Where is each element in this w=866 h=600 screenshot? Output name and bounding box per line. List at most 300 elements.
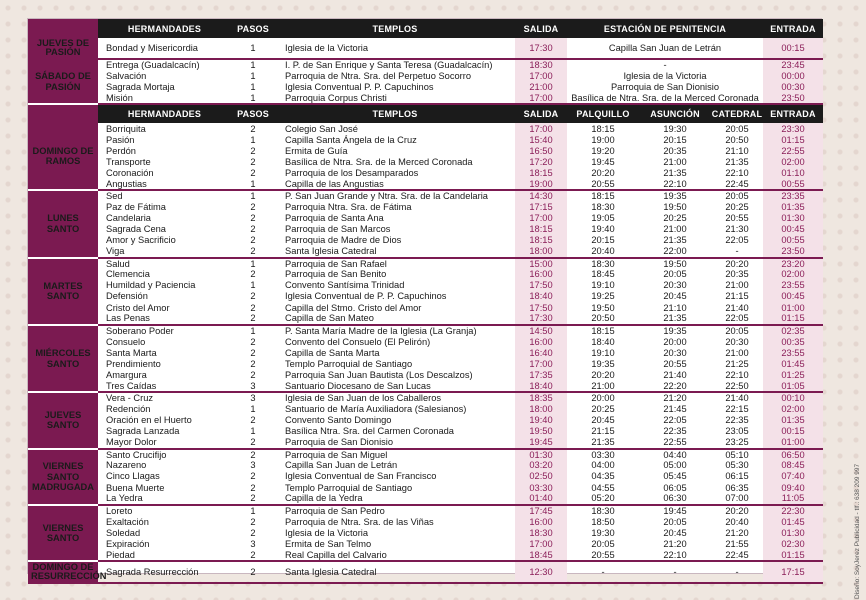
- hermandad-name: Entrega (Guadalcacín): [106, 60, 200, 70]
- hermandad-name: Borriquita: [106, 123, 146, 134]
- table-row: [28, 71, 823, 82]
- estacion-penitencia: Capilla San Juan de Letrán: [567, 38, 763, 59]
- catedral-time: 21:40: [725, 393, 749, 404]
- templo-name: Parroquia San Juan Bautista (Los Descalzos): [285, 369, 473, 380]
- entrada-time: 01:00: [763, 302, 823, 313]
- asuncion-time: 19:50: [663, 201, 687, 212]
- entrada-time: 01:30: [763, 528, 823, 539]
- templo-name: Ermita de San Telmo: [285, 538, 372, 549]
- pasos-count: 2: [250, 235, 256, 246]
- table-row: [28, 437, 823, 449]
- entrada-time: 11:05: [763, 493, 823, 505]
- hermandad-name: Mayor Dolor: [98, 437, 231, 449]
- templo-name: P. Santa María Madre de la Iglesia (La Granja): [285, 325, 477, 336]
- pasos-count: 2: [250, 145, 256, 156]
- pasos-count: 1: [231, 179, 275, 191]
- table-row: [28, 449, 823, 461]
- salida-time: 17:35: [515, 370, 567, 381]
- asuncion-time: 22:05: [663, 415, 687, 426]
- palquillo-time: 19:05: [591, 213, 615, 223]
- palquillo-time: 19:40: [591, 224, 615, 235]
- catedral-time: 20:05: [725, 123, 749, 134]
- asuncion-time: 20:45: [663, 527, 687, 538]
- palquillo-time: 19:50: [591, 302, 615, 313]
- pasos-count: 1: [250, 505, 256, 516]
- pasos-count: 1: [231, 93, 275, 105]
- salida-time: 17:50: [515, 280, 567, 291]
- pasos-count: 2: [250, 156, 256, 167]
- pasos-count: 3: [231, 381, 275, 393]
- palquillo-time: 05:20: [567, 493, 639, 505]
- palquillo-time: 20:55: [567, 550, 639, 562]
- salida-time: 19:40: [515, 415, 567, 426]
- templo-name: Santa Iglesia Catedral: [275, 561, 515, 583]
- salida-time: 18:45: [515, 550, 567, 562]
- catedral-time: -: [711, 561, 763, 583]
- table-row: [28, 516, 823, 527]
- hermandad-name: Coronación: [106, 167, 154, 178]
- pasos-count: 2: [250, 369, 256, 380]
- entrada-time: 01:45: [763, 516, 823, 527]
- table-row: [28, 460, 823, 471]
- pasos-count: 3: [250, 393, 256, 404]
- table-row: [28, 213, 823, 224]
- palquillo-time: 20:20: [591, 167, 615, 178]
- salida-time: 18:00: [515, 404, 567, 415]
- palquillo-time: 04:00: [591, 460, 615, 471]
- templo-name: Convento Santo Domingo: [285, 415, 392, 426]
- catedral-time: 23:25: [711, 437, 763, 449]
- entrada-time: 23:55: [763, 348, 823, 359]
- asuncion-time: 20:45: [663, 291, 687, 302]
- day-label: DOMINGO DE RESURRECCIÓN: [28, 561, 98, 583]
- catedral-time: 22:15: [725, 404, 749, 415]
- table-row: [28, 482, 823, 493]
- templo-name: Parroquia de Madre de Dios: [285, 235, 402, 246]
- table-row: [28, 348, 823, 359]
- entrada-time: 23:35: [763, 190, 823, 202]
- entrada-time: 23:55: [763, 280, 823, 291]
- templo-name: Convento del Consuelo (El Pelirón): [285, 336, 431, 347]
- entrada-time: 00:15: [763, 38, 823, 59]
- salida-time: 03:30: [515, 482, 567, 493]
- pasos-count: 2: [231, 550, 275, 562]
- entrada-time: 00:45: [763, 224, 823, 235]
- salida-time: 18:40: [515, 381, 567, 393]
- header-templos: TEMPLOS: [275, 104, 515, 123]
- table-row: [28, 471, 823, 482]
- pasos-count: 2: [250, 471, 256, 482]
- salida-time: 14:50: [515, 325, 567, 337]
- pasos-count: 2: [250, 336, 256, 347]
- asuncion-time: 22:00: [639, 246, 711, 258]
- salida-time: 15:00: [515, 258, 567, 270]
- pasos-count: 2: [250, 482, 256, 493]
- asuncion-time: 21:20: [663, 538, 687, 549]
- header-entrada: ENTRADA: [763, 104, 823, 123]
- hermandad-name: Paz de Fátima: [106, 201, 166, 212]
- pasos-count: 1: [250, 404, 256, 415]
- entrada-time: 00:55: [763, 235, 823, 246]
- catedral-time: 22:45: [711, 550, 763, 562]
- salida-time: 01:30: [515, 449, 567, 461]
- templo-name: Colegio San José: [285, 123, 358, 134]
- catedral-time: 21:00: [725, 347, 749, 358]
- palquillo-time: 20:45: [591, 415, 615, 426]
- hermandad-name: Candelaria: [106, 213, 151, 223]
- templo-name: Parroquia de San Marcos: [285, 224, 391, 235]
- pasos-count: 1: [250, 81, 256, 92]
- header-palquillo: PALQUILLO: [567, 104, 639, 123]
- hermandad-name: Sed: [106, 191, 123, 202]
- salida-time: 18:30: [515, 528, 567, 539]
- schedule-card: [27, 18, 861, 599]
- catedral-time: 20:20: [725, 505, 749, 516]
- hermandad-name: Tres Caídas: [98, 381, 231, 393]
- catedral-time: 20:55: [725, 213, 749, 223]
- asuncion-time: 21:20: [663, 393, 687, 404]
- catedral-time: 22:10: [725, 369, 749, 380]
- templo-name: Iglesia de la Victoria: [285, 527, 369, 538]
- hermandad-name: Cristo del Amor: [106, 302, 170, 313]
- catedral-time: 05:10: [725, 449, 749, 460]
- entrada-time: 01:45: [763, 359, 823, 370]
- salida-time: 19:45: [515, 437, 567, 449]
- asuncion-time: 21:35: [663, 167, 687, 178]
- entrada-time: 00:00: [763, 71, 823, 82]
- salida-time: 16:00: [515, 336, 567, 347]
- hermandad-name: Salud: [106, 258, 130, 269]
- pasos-count: 1: [231, 38, 275, 59]
- salida-time: 16:50: [515, 145, 567, 156]
- table-row: [28, 246, 823, 258]
- catedral-time: 21:25: [725, 358, 749, 369]
- entrada-time: 01:15: [763, 550, 823, 562]
- asuncion-time: 20:15: [663, 134, 687, 145]
- table-row: [28, 269, 823, 280]
- palquillo-time: 19:30: [591, 527, 615, 538]
- salida-time: 03:20: [515, 460, 567, 471]
- asuncion-time: 22:10: [639, 550, 711, 562]
- entrada-time: 09:40: [763, 482, 823, 493]
- hermandad-name: Sagrada Resurrección: [98, 561, 231, 583]
- catedral-time: 20:20: [725, 258, 749, 269]
- hermandad-name: Salvación: [106, 70, 147, 81]
- hermandad-name: Soberano Poder: [106, 325, 174, 336]
- asuncion-time: 04:40: [663, 449, 687, 460]
- palquillo-time: 19:35: [591, 358, 615, 369]
- salida-time: 17:00: [515, 359, 567, 370]
- asuncion-time: 19:35: [663, 325, 687, 336]
- day-label: LUNES SANTO: [28, 190, 98, 257]
- hermandad-name: Buena Muerte: [106, 482, 165, 493]
- pasos-count: 2: [231, 493, 275, 505]
- asuncion-time: 19:45: [663, 505, 687, 516]
- templo-name: Templo Parroquial de Santiago: [285, 358, 413, 369]
- templo-name: Parroquia Ntra. Sra. de Fátima: [285, 201, 412, 212]
- hermandad-name: Defensión: [106, 291, 148, 302]
- palquillo-time: 19:25: [591, 291, 615, 302]
- templo-name: Capilla Santa Ángela de la Cruz: [285, 134, 417, 145]
- table-row: [28, 235, 823, 246]
- salida-time: 14:30: [515, 190, 567, 202]
- header-pasos: PASOS: [231, 104, 275, 123]
- hermandad-name: Amargura: [106, 369, 147, 380]
- hermandad-name: Consuelo: [106, 336, 146, 347]
- table-row: [28, 359, 823, 370]
- asuncion-time: 20:00: [663, 336, 687, 347]
- pasos-count: 2: [250, 213, 256, 223]
- estacion-penitencia: Iglesia de la Victoria: [623, 70, 707, 81]
- pasos-count: 1: [250, 280, 256, 291]
- pasos-count: 2: [250, 302, 256, 313]
- hermandad-name: Sagrada Mortaja: [106, 81, 175, 92]
- hermandad-name: Redención: [106, 404, 151, 415]
- templo-name: Capilla de Santa Marta: [285, 347, 380, 358]
- hermandad-name: Piedad: [98, 550, 231, 562]
- table-row: [28, 336, 823, 347]
- asuncion-time: 21:45: [663, 404, 687, 415]
- entrada-time: 02:00: [763, 269, 823, 280]
- templo-name: Parroquia de San Dionisio: [275, 437, 515, 449]
- templo-name: Santuario de María Auxiliadora (Salesianos): [285, 404, 467, 415]
- palquillo-time: 20:15: [591, 235, 615, 246]
- entrada-time: 01:00: [763, 437, 823, 449]
- entrada-time: 00:10: [763, 392, 823, 404]
- salida-time: 19:00: [515, 179, 567, 191]
- catedral-time: 20:40: [725, 516, 749, 527]
- salida-time: 17:50: [515, 302, 567, 313]
- templo-name: Iglesia Conventual de San Francisco: [285, 471, 437, 482]
- templo-name: Parroquia de San Pedro: [285, 505, 385, 516]
- salida-time: 01:40: [515, 493, 567, 505]
- salida-time: 12:30: [515, 561, 567, 583]
- templo-name: Templo Parroquial de Santiago: [285, 482, 413, 493]
- hermandad-name: Humildad y Paciencia: [106, 280, 196, 291]
- entrada-time: 02:30: [763, 539, 823, 550]
- salida-time: 18:30: [515, 59, 567, 71]
- palquillo-time: 18:15: [591, 325, 615, 336]
- hermandad-name: La Yedra: [98, 493, 231, 505]
- catedral-time: 20:30: [725, 336, 749, 347]
- pasos-count: 1: [250, 426, 256, 437]
- table-row: [28, 550, 823, 562]
- hermandad-name: Expiración: [106, 538, 150, 549]
- estacion-penitencia: Basílica de Ntra. Sra. de la Merced Coronada: [567, 93, 763, 105]
- catedral-time: 22:10: [725, 167, 749, 178]
- catedral-time: 21:20: [725, 527, 749, 538]
- table-row: [28, 190, 823, 202]
- pasos-count: 1: [250, 60, 256, 70]
- palquillo-time: 20:55: [567, 179, 639, 191]
- header-asuncion: ASUNCIÓN: [639, 104, 711, 123]
- entrada-time: 01:35: [763, 415, 823, 426]
- day-label: JUEVES SANTO: [28, 392, 98, 448]
- salida-time: 17:00: [515, 93, 567, 105]
- asuncion-time: 19:35: [663, 191, 687, 202]
- header-salida: SALIDA: [515, 19, 567, 38]
- asuncion-time: -: [639, 561, 711, 583]
- templo-name: Basílica Ntra. Sra. del Carmen Coronada: [285, 426, 454, 437]
- entrada-time: 22:55: [763, 145, 823, 156]
- catedral-time: 21:15: [725, 291, 749, 302]
- templo-name: Iglesia de la Victoria: [275, 38, 515, 59]
- palquillo-time: 21:15: [591, 426, 615, 437]
- pasos-count: 1: [250, 191, 256, 202]
- hermandad-name: Santo Crucifijo: [106, 449, 167, 460]
- table-row: [28, 325, 823, 337]
- palquillo-time: 21:00: [567, 381, 639, 393]
- salida-time: 16:00: [515, 516, 567, 527]
- header-row-2: [28, 104, 823, 123]
- catedral-time: 22:05: [711, 313, 763, 325]
- salida-time: 17:30: [515, 38, 567, 59]
- pasos-count: 2: [250, 291, 256, 302]
- salida-time: 21:00: [515, 82, 567, 93]
- entrada-time: 23:45: [763, 59, 823, 71]
- asuncion-time: 20:30: [663, 280, 687, 291]
- entrada-time: 00:15: [763, 426, 823, 437]
- pasos-count: 2: [250, 123, 256, 134]
- salida-time: 18:15: [515, 224, 567, 235]
- entrada-time: 07:40: [763, 471, 823, 482]
- catedral-time: 21:30: [725, 224, 749, 235]
- salida-time: 15:40: [515, 134, 567, 145]
- catedral-time: 22:50: [711, 381, 763, 393]
- templo-name: Capilla de la Yedra: [275, 493, 515, 505]
- asuncion-time: 06:05: [663, 482, 687, 493]
- table-row: [28, 404, 823, 415]
- templo-name: Iglesia Conventual de P. P. Capuchinos: [285, 291, 447, 302]
- catedral-time: 21:10: [725, 145, 749, 156]
- table-row: [28, 291, 823, 302]
- asuncion-time: 22:20: [639, 381, 711, 393]
- hermandad-name: Misión: [98, 93, 231, 105]
- palquillo-time: 19:00: [591, 134, 615, 145]
- asuncion-time: 20:05: [663, 269, 687, 280]
- palquillo-time: 19:10: [591, 347, 615, 358]
- hermandad-name: Prendimiento: [106, 358, 161, 369]
- hermandad-name: Nazareno: [106, 460, 147, 471]
- entrada-time: 00:35: [763, 336, 823, 347]
- templo-name: Parroquia de Santa Ana: [285, 213, 384, 223]
- palquillo-time: 18:40: [591, 336, 615, 347]
- table-row: [28, 168, 823, 179]
- hermandad-name: Vera - Cruz: [106, 393, 154, 404]
- pasos-count: 2: [250, 449, 256, 460]
- asuncion-time: 21:00: [663, 156, 687, 167]
- asuncion-time: 19:50: [663, 258, 687, 269]
- entrada-time: 06:50: [763, 449, 823, 461]
- asuncion-time: 22:55: [639, 437, 711, 449]
- palquillo-time: 18:30: [591, 201, 615, 212]
- day-label: VIERNES SANTO MADRUGADA: [28, 449, 98, 505]
- hermandad-name: Sagrada Lanzada: [106, 426, 180, 437]
- templo-name: Capilla San Juan de Letrán: [285, 460, 398, 471]
- palquillo-time: 18:45: [591, 269, 615, 280]
- templo-name: Parroquia de San Benito: [285, 269, 387, 280]
- salida-time: 17:20: [515, 156, 567, 167]
- catedral-time: 22:05: [725, 235, 749, 246]
- pasos-count: 1: [250, 134, 256, 145]
- entrada-time: 01:30: [763, 213, 823, 224]
- catedral-time: 21:40: [725, 302, 749, 313]
- pasos-count: 2: [250, 358, 256, 369]
- entrada-time: 01:15: [763, 313, 823, 325]
- table-row: [28, 202, 823, 213]
- palquillo-time: 03:30: [591, 449, 615, 460]
- salida-time: 18:15: [515, 168, 567, 179]
- salida-time: 17:15: [515, 202, 567, 213]
- asuncion-time: 20:30: [663, 347, 687, 358]
- table-row: [28, 313, 823, 325]
- table-row: [28, 426, 823, 437]
- palquillo-time: 18:50: [591, 516, 615, 527]
- hermandad-name: Viga: [98, 246, 231, 258]
- table-row: [28, 145, 823, 156]
- palquillo-time: 20:00: [591, 393, 615, 404]
- palquillo-time: -: [567, 561, 639, 583]
- asuncion-time: 06:30: [639, 493, 711, 505]
- schedule-table: [28, 19, 823, 584]
- table-row: [28, 381, 823, 393]
- templo-name: Ermita de Guía: [285, 145, 348, 156]
- table-row: [28, 505, 823, 517]
- templo-name: Basílica de Ntra. Sra. de la Merced Coronada: [285, 156, 473, 167]
- hermandad-name: Oración en el Huerto: [106, 415, 192, 426]
- hermandad-name: Clemencia: [106, 269, 150, 280]
- day-label: DOMINGO DE RAMOS: [28, 123, 98, 190]
- entrada-time: 23:50: [763, 246, 823, 258]
- templo-name: Iglesia de San Juan de los Caballeros: [285, 393, 442, 404]
- catedral-time: -: [711, 246, 763, 258]
- asuncion-time: 21:00: [663, 224, 687, 235]
- table-row: [28, 82, 823, 93]
- salida-time: 02:50: [515, 471, 567, 482]
- catedral-time: 21:00: [725, 280, 749, 291]
- pasos-count: 2: [250, 516, 256, 527]
- pasos-count: 1: [250, 70, 256, 81]
- entrada-time: 23:20: [763, 258, 823, 270]
- palquillo-time: 04:55: [591, 482, 615, 493]
- templo-name: Parroquia Corpus Christi: [275, 93, 515, 105]
- templo-name: Parroquia de Ntra. Sra. de las Viñas: [285, 516, 434, 527]
- day-label: VIERNES SANTO: [28, 505, 98, 561]
- salida-time: 18:40: [515, 291, 567, 302]
- catedral-time: 22:45: [711, 179, 763, 191]
- entrada-time: 01:05: [763, 381, 823, 393]
- asuncion-time: 21:10: [663, 302, 687, 313]
- palquillo-time: 20:50: [567, 313, 639, 325]
- entrada-time: 23:50: [763, 93, 823, 105]
- templo-name: Parroquia de San Rafael: [285, 258, 387, 269]
- header-templos: TEMPLOS: [275, 19, 515, 38]
- asuncion-time: 21:35: [663, 235, 687, 246]
- catedral-time: 21:55: [725, 538, 749, 549]
- asuncion-time: 20:35: [663, 145, 687, 156]
- salida-time: 19:50: [515, 426, 567, 437]
- entrada-time: 23:30: [763, 123, 823, 134]
- palquillo-time: 20:05: [591, 538, 615, 549]
- table-row: [28, 156, 823, 167]
- catedral-time: 20:25: [725, 201, 749, 212]
- catedral-time: 06:35: [725, 482, 749, 493]
- catedral-time: 23:05: [725, 426, 749, 437]
- table-row: [28, 93, 823, 105]
- salida-time: 17:45: [515, 505, 567, 517]
- pasos-count: 2: [250, 269, 256, 280]
- entrada-time: 00:30: [763, 82, 823, 93]
